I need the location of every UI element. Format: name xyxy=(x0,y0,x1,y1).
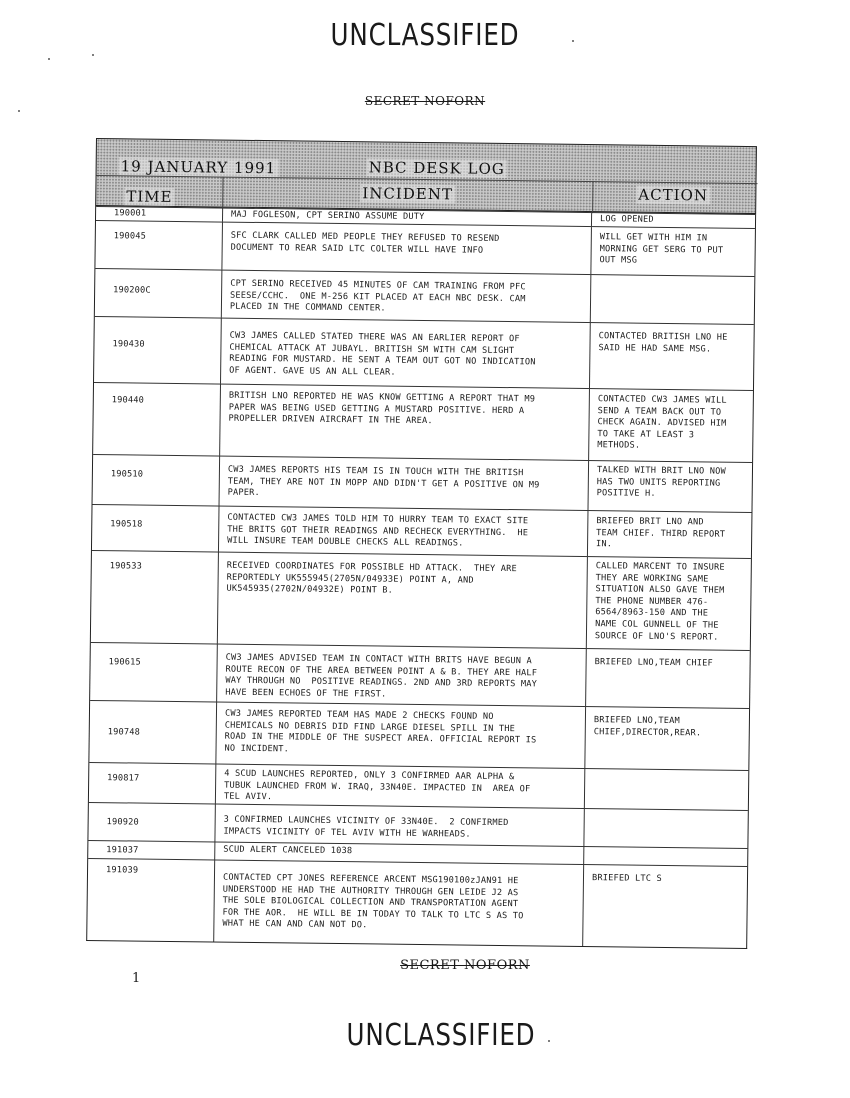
log-title: NBC DESK LOG xyxy=(368,158,505,178)
incident-cell: CW3 JAMES ADVISED TEAM IN CONTACT WITH BRITS HAVE BEGUN A ROUTE RECON OF THE AREA BETWEEN POINT A & B. THEY ARE HALF WAY THROUGH NO POSITIVE READINGS. 2ND AND 3RD REPORTS MAY HAVE BEEN ECHOES OF THE FIRST. xyxy=(216,645,587,707)
table-row xyxy=(93,454,753,512)
action-cell: CONTACTED BRITISH LNO HE SAID HE HAD SAME MSG. xyxy=(598,331,728,355)
action-cell: CONTACTED CW3 JAMES WILL SEND A TEAM BACK OUT TO CHECK AGAIN. ADVISED HIM TO TAKE AT LEAST 3 METHODS. xyxy=(597,394,727,452)
action-cell: CALLED MARCENT TO INSURE THEY ARE WORKING SAME SITUATION ALSO GAVE THEM THE PHONE NUMBER 476- 6564/8963-150 AND THE NAME COL GUNNELL OF THE SOURCE OF LNO'S REPORT. xyxy=(594,561,725,643)
classification-top: UNCLASSIFIED xyxy=(330,18,520,53)
incident-cell: SCUD ALERT CANCELED 1038 xyxy=(214,842,584,864)
action-cell: BRIEFED LNO,TEAM CHIEF,DIRECTOR,REAR. xyxy=(593,715,702,739)
action-cell: TALKED WITH BRIT LNO NOW HAS TWO UNITS REPORTING POSITIVE H. xyxy=(596,465,727,500)
action-cell: WILL GET WITH HIM IN MORNING GET SERG TO PUT OUT MSG xyxy=(599,232,724,266)
scan-speck xyxy=(548,1040,550,1042)
time-cell: 190615 xyxy=(108,657,141,668)
time-cell: 190430 xyxy=(112,339,145,350)
scan-speck xyxy=(48,58,50,60)
column-header-action: ACTION xyxy=(638,185,709,205)
incident-cell: RECEIVED COORDINATES FOR POSSIBLE HD ATTACK. THEY ARE REPORTEDLY UK555945(2705N/04933E) POINT A, AND UK545935(2702N/04932E) POINT B. xyxy=(217,553,588,649)
scan-speck xyxy=(18,110,20,112)
classification-bottom: UNCLASSIFIED xyxy=(346,1018,536,1053)
action-cell xyxy=(591,275,754,324)
table-row xyxy=(95,268,755,324)
log-rows xyxy=(86,206,756,949)
nbc-desk-log xyxy=(87,138,757,931)
action-cell: LOG OPENED xyxy=(599,214,654,225)
table-row xyxy=(93,382,753,462)
table-row xyxy=(89,700,749,770)
action-cell xyxy=(584,847,746,866)
page-number: 1 xyxy=(132,971,141,986)
incident-cell: 3 CONFIRMED LAUNCHES VICINITY OF 33N40E. 2 CONFIRMED IMPACTS VICINITY OF TEL AVIV WITH HE WARHEADS. xyxy=(214,805,584,847)
table-row xyxy=(91,550,751,650)
scan-speck xyxy=(92,54,94,56)
header-column-divider xyxy=(592,181,593,213)
incident-cell: SFC CLARK CALLED MED PEOPLE THEY REFUSED TO RESEND DOCUMENT TO REAR SAID LTC COLTER WILL HAVE INFO xyxy=(221,223,592,275)
table-row xyxy=(95,220,755,276)
action-cell xyxy=(585,769,747,810)
caveat-bottom: SECRET NOFORN xyxy=(400,958,530,973)
table-row xyxy=(94,316,754,390)
header-column-divider xyxy=(222,177,223,209)
table-row xyxy=(90,642,750,708)
action-cell: BRIEFED BRIT LNO AND TEAM CHIEF. THIRD REPORT IN. xyxy=(596,516,726,550)
incident-cell: CONTACTED CW3 JAMES TOLD HIM TO HURRY TEAM TO EXACT SITE THE BRITS GOT THEIR READINGS AND RECHECK EVERYTHING. HE WILL INSURE TEAM DOUBLE CHECKS ALL READINGS. xyxy=(218,507,589,557)
time-cell: 190817 xyxy=(107,773,140,784)
incident-cell: CW3 JAMES CALLED STATED THERE WAS AN EARLIER REPORT OF CHEMICAL ATTACK AT JUBAYL. BRITISH SM WITH CAM SLIGHT READING FOR MUSTARD. HE SENT A TEAM OUT GOT NO INDICATION OF AGENT. GAVE US AN ALL CLEAR. xyxy=(220,319,591,389)
action-cell: BRIEFED LTC S xyxy=(591,873,662,884)
incident-cell: CONTACTED CPT JONES REFERENCE ARCENT MSG190100zJAN91 HE UNDERSTOOD HE HAD THE AUTHORITY THROUGH GEN LEIDE J2 AS THE SOLE BIOLOGICAL COLLECTION AND TRANSPORTATION AGENT FOR THE AOR. HE WILL BE IN TODAY TO TALK TO LTC S AS TO WHAT HE CAN AND CAN NOT DO. xyxy=(213,860,584,946)
incident-cell: CPT SERINO RECEIVED 45 MINUTES OF CAM TRAINING FROM PFC SEESE/CCHC. ONE M-256 KIT PLACED AT EACH NBC DESK. CAM PLACED IN THE COMMAND CENTER. xyxy=(221,271,592,323)
time-cell: 190200C xyxy=(113,285,151,296)
scan-speck xyxy=(572,40,574,42)
time-cell: 191037 xyxy=(106,845,139,856)
time-cell: 190510 xyxy=(110,469,144,480)
incident-cell: CW3 JAMES REPORTED TEAM HAS MADE 2 CHECKS FOUND NO CHEMICALS NO DEBRIS DID FIND LARGE DIESEL SPILL IN THE ROAD IN THE MIDDLE OF THE SUSPECT AREA. OFFICIAL REPORT IS NO INCIDENT. xyxy=(215,703,586,769)
incident-cell: BRITISH LNO REPORTED HE WAS KNOW GETTING A REPORT THAT M9 PAPER WAS BEING USED GETTING A MUSTARD POSITIVE. HERD A PROPELLER DRIVEN AIRCRAFT IN THE AREA. xyxy=(219,385,590,461)
time-cell: 190045 xyxy=(113,231,147,242)
time-cell: 191039 xyxy=(105,865,139,876)
time-cell: 190920 xyxy=(106,817,139,828)
time-cell: 190518 xyxy=(110,519,143,530)
incident-cell: 4 SCUD LAUNCHES REPORTED, ONLY 3 CONFIRMED AAR ALPHA & TUBUK LAUNCHED FROM W. IRAQ, 33N40E. IMPACTED IN AREA OF TEL AVIV. xyxy=(215,765,585,809)
action-cell xyxy=(584,809,746,848)
action-cell: BRIEFED LNO,TEAM CHIEF xyxy=(594,657,713,669)
caveat-top: SECRET NOFORN xyxy=(364,94,486,108)
incident-cell: CW3 JAMES REPORTS HIS TEAM IS IN TOUCH WITH THE BRITISH TEAM, THEY ARE NOT IN MOPP AND DIDN'T GET A POSITIVE ON M9 PAPER. xyxy=(219,457,590,511)
time-cell: 190748 xyxy=(107,727,141,738)
log-header xyxy=(95,138,757,214)
log-date: 19 JANUARY 1991 xyxy=(120,157,277,178)
time-cell: 190533 xyxy=(109,561,143,572)
column-header-time: TIME xyxy=(126,187,173,206)
time-cell: 190001 xyxy=(114,208,147,219)
incident-cell: MAJ FOGLESON, CPT SERINO ASSUME DUTY xyxy=(222,209,592,227)
column-header-incident: INCIDENT xyxy=(362,184,454,204)
table-row xyxy=(92,504,752,558)
table-row xyxy=(87,858,747,948)
time-cell: 190440 xyxy=(111,395,145,406)
